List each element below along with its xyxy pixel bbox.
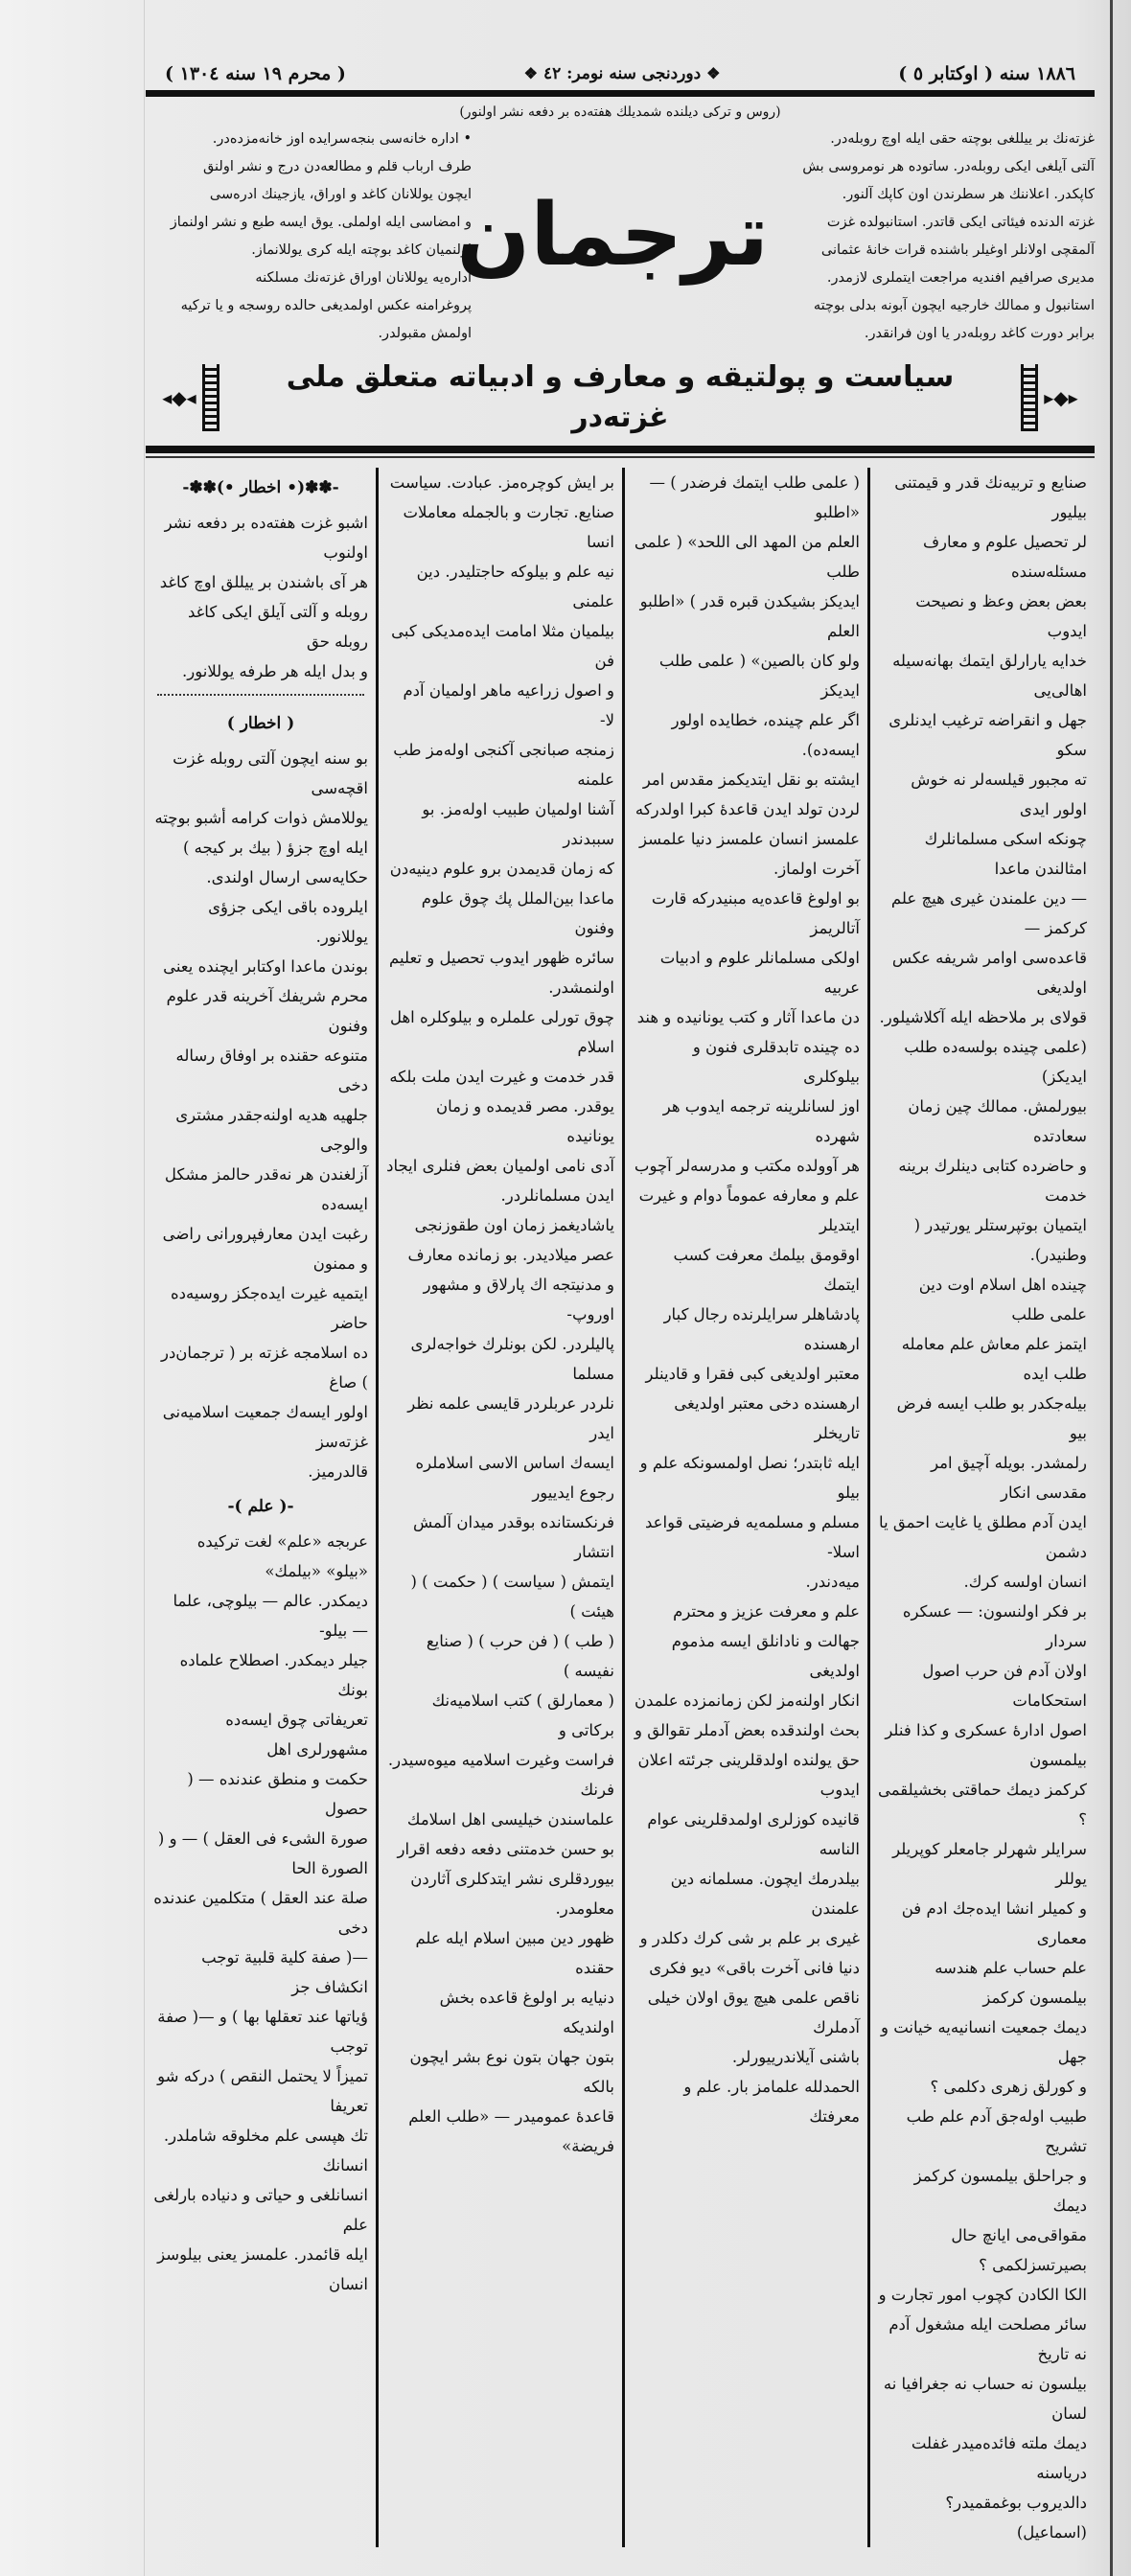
column-4 bbox=[867, 468, 1095, 2547]
text-line: اولنمشدر. bbox=[548, 978, 614, 997]
text-line: — دین علمندن غیری هیچ علم کرکمز — bbox=[890, 889, 1087, 937]
notice-line: مدیری صرافیم افندیه مراجعت ایتملری لازمدر. bbox=[826, 270, 1095, 286]
text-line: لر تحصیل علوم و معارف مسئله‌سنده bbox=[922, 533, 1087, 581]
text-line: اولور ایسه‌ك جمعیت اسلامیه‌نی غزته‌سز bbox=[162, 1403, 368, 1451]
text-line: و حاضرده کتابی دینلرك برینه خدمت bbox=[898, 1157, 1087, 1205]
text-line: دن ماعدا آثار و کتب یونانیده و هند bbox=[636, 1008, 860, 1026]
notice-line: غزته الدنده فیئاتی ایکی قاتدر. استانبولده غزت bbox=[826, 215, 1095, 230]
column-2 bbox=[376, 468, 622, 2547]
dateline bbox=[146, 63, 1095, 84]
text-line: قاعدهٔ عمومیدر — «طلب العلم فریضة» bbox=[408, 2107, 614, 2155]
text-line: و کورلق زهری دکلمی ؟ bbox=[930, 2078, 1087, 2096]
text-line: نلردر عربلردر قایسی علمه نظر ایدر bbox=[407, 1394, 614, 1442]
text-line: ایله قائمدر. علمسز یعنی بیلوسز انسان bbox=[157, 2245, 368, 2293]
text-line: معتبر اولدیغی کبی فقرا و قادینلر bbox=[645, 1365, 860, 1383]
notice-line: استانبول و ممالك خارجیه ایچون آبونه بدلی بوچته bbox=[813, 298, 1095, 313]
page-fold-line bbox=[144, 0, 145, 2576]
banner-ornament-left: ◂◆◂ bbox=[146, 359, 242, 436]
text-line: بو سنه ایچون آلتی روبله غزت اقچه‌سی bbox=[173, 749, 368, 797]
text-line: دیمك ملته فائده‌میدر غفلت دریاسنه bbox=[911, 2434, 1087, 2482]
text-line: و اصول زراعیه ماهر اولمیان آدم لا- bbox=[403, 681, 614, 729]
text-line: اگر علم چینده، خطایده اولور ایسه‌ده). bbox=[671, 711, 860, 759]
text-line: ایتمیه غیرت ایده‌جکز روسیه‌ده حاضر bbox=[171, 1284, 368, 1332]
section-heading: -( علم )- bbox=[227, 1497, 294, 1516]
text-line: جهالت و نادانلق ایسه مذموم اولدیغی bbox=[671, 1632, 860, 1680]
text-line: و بدل ایله هر طرفه یوللانور. bbox=[181, 662, 368, 680]
text-line: چونکه اسکی مسلمانلرك امثالندن ماعدا bbox=[924, 830, 1087, 878]
text-line: اولکی مسلمانلر علوم و ادبیات عربیه bbox=[659, 949, 860, 997]
issue-label: دوردنجی سنه نومر: ٤٢ bbox=[542, 64, 702, 83]
masthead-rule bbox=[146, 446, 1095, 453]
text-line: بیورلمش. ممالك چین زمان سعادتده bbox=[908, 1097, 1087, 1145]
text-line: ایتمش ( سیاست ) ( حکمت ) ( هیئت ) bbox=[410, 1573, 614, 1621]
text-line: سرایلر شهرلر جامعلر کوپریلر یوللر bbox=[892, 1840, 1087, 1888]
notice-line: آلتی آیلغی ایکی روبله‌در. ساتوده هر نومروسی بش bbox=[802, 159, 1095, 174]
text-line: قدر خدمت و غیرت ایدن ملت بلکه bbox=[389, 1068, 614, 1086]
text-line: دالدیروب بوغمقمیدر؟ (اسماعیل) bbox=[945, 2494, 1087, 2542]
subtitle: (روس و ترکی دیلنده شمدیلك هفته‌ده بر دفعه نشر اولنور) bbox=[459, 104, 781, 120]
text-line: طبیب اوله‌جق آدم علم طب تشریح bbox=[906, 2107, 1087, 2155]
text-line: ماعدا بین‌الملل پك چوق علوم وفنون bbox=[421, 889, 614, 937]
text-line: بوندن ماعدا اوکتابر ایچنده یعنی bbox=[163, 957, 368, 976]
slogan: سیاست و پولتیقه و معارف و ادبیاته متعلق ملی غزته‌در bbox=[286, 360, 955, 434]
text-line: بیوردقلری نشر ایتدکلری آثاردن bbox=[410, 1870, 614, 1888]
text-line: عصر میلادیدر. بو زمانده معارف bbox=[407, 1246, 614, 1264]
text-line: نیه علم و بیلوکه حاجتلیدر. دین علمنی bbox=[416, 563, 614, 610]
text-line: اوز لسانلرینه ترجمه ایدوب هر شهرده bbox=[662, 1097, 860, 1145]
text-line: ایدیکز بشیکدن قبره قدر ) «اطلبو العلم bbox=[639, 592, 860, 640]
notice-line: اولنمیان کاغد بوچته ایله کری یوللانماز. bbox=[251, 242, 472, 258]
text-line: دنیا فانی آخرت باقی» دیو فکری bbox=[649, 1959, 860, 1977]
text-line: آخرت اولماز. bbox=[773, 860, 860, 878]
text-line: اشبو غزت هفته‌ده بر دفعه نشر اولنوب bbox=[164, 514, 368, 562]
text-line: کرکمز دیمك حماقتی بخشیلقمی ؟ bbox=[877, 1781, 1087, 1828]
text-line: قولای بر ملاحظه ایله آکلاشیلور. bbox=[879, 1008, 1087, 1026]
text-line: ایله اوچ جزؤ ( بیك بر كیجه ) bbox=[182, 839, 368, 857]
text-line: صنایع. تجارت و بالجمله معاملات انسا bbox=[403, 503, 614, 551]
text-line: لردن تولد ایدن قاعدهٔ کبرا اولدرکه bbox=[635, 800, 860, 818]
text-line: مقواقی‌می ایانچ حال بصیرتسزلکمی ؟ bbox=[951, 2226, 1087, 2274]
text-line: ایشته بو نقل ایتدیکمز مقدس امر bbox=[642, 770, 860, 789]
notice-line: و امضاسی ایله اولملی. یوق ایسه طبع و نشر اولنماز bbox=[170, 215, 472, 230]
text-line: انسان اولسه کرك. bbox=[963, 1573, 1087, 1591]
notice-line: ایچون یوللانان کاغد و اوراق، یازجینك ادره‌سی bbox=[209, 187, 472, 202]
text-line: هر آی باشندن بر ییللق اوچ کاغد bbox=[159, 573, 368, 591]
text-line: تمیزاً لا یحتمل النقص ) درکه شو تعریفا bbox=[157, 2067, 368, 2115]
text-line: ایله ثابتدر؛ نصل اولمسونکه علم و بیلو bbox=[639, 1454, 860, 1502]
text-line: قاعده‌سی اوامر شریفه عکس اولدیغی bbox=[891, 949, 1087, 997]
text-line: معلومدر. bbox=[555, 1899, 614, 1918]
text-line: سائره ظهور ایدوب تحصیل و تعلیم bbox=[389, 949, 614, 967]
text-line: ایدن مسلمانلردر. bbox=[500, 1186, 614, 1205]
text-line: ده اسلامجه غزته بر ( ترجمان‌در ) صاغ bbox=[160, 1344, 368, 1392]
text-line: سائر مصلحت ایله مشغول آدم نه تاریخ bbox=[889, 2315, 1087, 2363]
newspaper-sheet bbox=[146, 0, 1095, 2576]
text-line: قانیده کوزلری اولمدقلرینی عوام الناسه bbox=[647, 1810, 860, 1858]
text-line: باشنی آیلاندرییورلر. bbox=[731, 2048, 860, 2066]
text-line: ناقص علمی هیچ یوق اولان خیلی آدملرك bbox=[647, 1989, 860, 2036]
text-line: عربجه «علم» لغت ترکیده «بیلو» «بیلمك» bbox=[196, 1532, 368, 1580]
column-1 bbox=[146, 468, 376, 2547]
text-line: بر فکر اولنسون: — عسکره سردار bbox=[902, 1602, 1087, 1650]
text-line: و جراحلق بیلمسون کرکمز دیمك bbox=[913, 2167, 1087, 2215]
header-rule bbox=[146, 90, 1095, 97]
gregorian-date: ١٨٨٦ سنه ( اوکتابر ٥ ) bbox=[898, 63, 1075, 84]
masthead-rule-thin bbox=[146, 456, 1095, 458]
text-line: تك هپسی علم مخلوقه شاملدر. انسانك bbox=[163, 2127, 368, 2174]
text-line: اوقومق بیلمك معرفت کسب ایتمك bbox=[673, 1246, 860, 1294]
issue-number bbox=[519, 64, 727, 83]
text-line: ایلروده باقی ایکی جزؤی یوللانور. bbox=[208, 898, 368, 946]
text-line: الکا الکادن کچوب امور تجارت و bbox=[878, 2286, 1087, 2304]
text-line: جهل و انقراضه ترغیب ایدنلری سکو bbox=[889, 711, 1087, 759]
section-heading: ( اخطار ) bbox=[226, 714, 295, 733]
masthead-row bbox=[146, 126, 1095, 348]
text-line: یوقدر. مصر قدیمده و زمان یونانیده bbox=[435, 1097, 614, 1145]
text-line: ایتمز علم معاش علم معامله طلب ایده bbox=[901, 1335, 1087, 1383]
text-line: آشنا اولمیان طبیب اوله‌مز. بو سببدندر bbox=[422, 800, 614, 848]
text-line: محرم شریفك آخرینه قدر علوم وفنون bbox=[166, 987, 368, 1035]
text-line: یاشادیغمز زمان اون طقوزنجی bbox=[414, 1216, 614, 1234]
text-line: چینده اهل اسلام اوت دین علمی طلب bbox=[918, 1276, 1087, 1323]
text-line: فرنکستانده بوقدر میدان آلمش انتشار bbox=[412, 1513, 614, 1561]
text-line: الحمدلله علمامز بار. علم و معرفتك bbox=[683, 2078, 860, 2126]
text-line: زمنجه صبانجی آکنجی اوله‌مز طب علمنه bbox=[393, 741, 614, 789]
text-line: بو اولوغ قاعده‌یه مبنیدرکه قارت آتالریمز bbox=[651, 889, 860, 937]
text-line: چوق تورلی علملره و بیلوکلره اهل اسلام bbox=[389, 1008, 614, 1056]
text-line: صنایع و تربیه‌نك قدر و قیمتنی بیلیور bbox=[894, 473, 1087, 521]
text-line: ( طب ) ( فن حرب ) ( صنایع نفیسه ) bbox=[426, 1632, 614, 1680]
administration-notice bbox=[146, 126, 472, 348]
text-line: بو حسن خدمتنی دفعه دفعه اقرار bbox=[397, 1840, 614, 1858]
section-heading: -✽✽(• اخطار •)✽✽- bbox=[182, 478, 339, 497]
notice-line: اداره‌یه یوللانان اوراق غزته‌نك مسلکنه bbox=[255, 270, 472, 286]
notice-line: غزته‌نك بر ییللغی بوچته حقی ایله اوچ روبله‌در. bbox=[830, 131, 1095, 147]
text-line: اصول ادارهٔ عسکری و کذا فنلر بیلمسون bbox=[885, 1721, 1087, 1769]
text-line: ( علمی طلب ایتمك فرضدر ) — «اطلبو bbox=[649, 473, 860, 521]
masthead-title: ترجمان bbox=[456, 185, 769, 286]
text-line: علم و معارفه عموماً دوام و غیرت ایتدیلر bbox=[638, 1186, 860, 1234]
text-line: علمسز انسان علمسز دنیا علمسز bbox=[639, 830, 860, 848]
notice-line: اولمش مقبولدر. bbox=[378, 326, 472, 341]
text-line: ارهسنده دخی معتبر اولدیغی تاریخلر bbox=[674, 1394, 860, 1442]
text-line: ظهور دین مبین اسلام ایله علم حقنده bbox=[415, 1929, 614, 1977]
text-line: ایسه‌ك اساس الاسی اسلاملره رجوع ایدییور bbox=[415, 1454, 614, 1502]
dotted-separator bbox=[157, 694, 364, 696]
notice-line: کاپکدر. اعلاننك هر سطرندن اون کاپك آلنور. bbox=[842, 187, 1095, 202]
text-line: بیلمیان مثلا امامت ایده‌مدیکی کبی فن bbox=[391, 622, 614, 670]
text-line: رلمشدر. بویله آچیق امر مقدسی انکار bbox=[931, 1454, 1087, 1502]
text-line: علماسندن خیلیسی اهل اسلامك bbox=[406, 1810, 614, 1828]
article-columns bbox=[146, 468, 1095, 2547]
text-line: و کمیلر انشا ایده‌جك ادم فن معماری bbox=[901, 1899, 1087, 1947]
text-line: حق یولنده اولدقلرینی جرئته اعلان ایدوب bbox=[637, 1751, 860, 1799]
text-line: رغبت ایدن معارفپرورانی راضی و ممنون bbox=[162, 1225, 368, 1273]
notice-line: آلمقچی اولانلر اوغیلر باشنده قرات خانهٔ عثمانی bbox=[820, 242, 1095, 258]
text-line: بتون جهان بتون نوع بشر ایچون بالکه bbox=[409, 2048, 614, 2096]
text-line: دنیایه بر اولوغ قاعده بخش اولندیکه bbox=[439, 1989, 614, 2036]
text-line: انکار اولنه‌مز لکن زمانمزده علمدن bbox=[635, 1691, 860, 1710]
text-line: علم و معرفت عزیز و محترم bbox=[673, 1602, 860, 1621]
notice-line: برابر دورت کاغد روبله‌در یا اون فرانقدر. bbox=[864, 326, 1095, 341]
text-line: میه‌دندر. bbox=[805, 1573, 860, 1591]
text-line: بیلدرمك ایچون. مسلمانه دین علمندن bbox=[670, 1870, 860, 1918]
text-line: تعریفاتی چوق ایسه‌ده مشهورلری اهل bbox=[225, 1711, 368, 1759]
text-line: خدایه یارارلق ایتمك بهانه‌سیله اهالی‌یی bbox=[892, 652, 1087, 700]
slogan-banner bbox=[146, 357, 1095, 438]
text-line: صلة عند العقل ) متکلمین عندنده دخی bbox=[153, 1889, 368, 1937]
text-line: اولان آدم فن حرب اصول استحکامات bbox=[922, 1662, 1087, 1710]
text-line: جیلر دیمکدر. اصطلاح علماده بونك bbox=[179, 1651, 368, 1699]
text-line: العلم من المهد الی اللحد» ( علمی طلب bbox=[634, 533, 860, 581]
text-line: —( صفة کلیة قلبیة توجب انکشاف جز bbox=[201, 1948, 368, 1996]
text-line: (علمی چینده بولسه‌ده طلب ایدیکز) bbox=[904, 1038, 1087, 1086]
text-line: ؤیاتها عند تعقلها بها ) و —( صفة توجب bbox=[157, 2008, 368, 2056]
text-line: آزلغندن هر نه‌قدر حالمز مشکل ایسه‌ده bbox=[164, 1165, 368, 1213]
text-line: ولو کان بالصین» ( علمی طلب ایدیکز bbox=[658, 652, 860, 700]
ornament-icon: ❖ bbox=[523, 64, 538, 82]
text-line: ایدن آدم مطلق یا غایت احمق یا دشمن bbox=[879, 1513, 1087, 1561]
text-line: بعض بعض وعظ و نصیحت ایدوب bbox=[915, 592, 1087, 640]
text-line: حکایه‌سی ارسال اولندی. bbox=[206, 868, 368, 886]
text-line: فراست وغیرت اسلامیه میوه‌سیدر. فرنك bbox=[387, 1751, 614, 1799]
text-line: جلهیه هدیه اولنه‌جقدر مشتری والوجی bbox=[175, 1106, 368, 1154]
text-line: بر ایش کوچره‌مز. عبادت. سیاست bbox=[389, 473, 614, 492]
text-line: که زمان قدیمدن برو علوم دینیه‌دن bbox=[389, 860, 614, 878]
column-3 bbox=[622, 468, 867, 2547]
text-line: هر آوولده مکتب و مدرسه‌لر آچوب bbox=[634, 1157, 860, 1175]
text-line: ده چینده تابدقلری فنون و بیلوکلری bbox=[692, 1038, 860, 1086]
text-line: آدی نامی اولمیان بعض فنلری ایجاد bbox=[386, 1157, 614, 1175]
text-line: بیله‌جکدر بو طلب ایسه فرض بیو bbox=[896, 1394, 1087, 1442]
text-line: مسلم و مسلمه‌یه فرضیتی قواعد اسلا- bbox=[644, 1513, 860, 1561]
subscription-notice bbox=[769, 126, 1095, 348]
text-line: یوللامش ذوات کرامه أشبو بوچته bbox=[154, 809, 368, 827]
page-edge bbox=[1110, 0, 1113, 2576]
text-line: بیلسون نه حساب نه جغرافیا نه لسان bbox=[883, 2375, 1087, 2423]
text-line: متنوعه حقنده بر اوفاق رساله دخی bbox=[175, 1046, 368, 1094]
text-line: بحث اولندقده بعض آدملر تقوالق و bbox=[635, 1721, 860, 1739]
ornament-icon: ❖ bbox=[706, 64, 721, 82]
text-line: علم حساب علم هندسه بیلمسون کرکمز bbox=[935, 1959, 1087, 2007]
text-line: ایتمیان بوتپرستلر یورتیدر ( وطنیدر). bbox=[913, 1216, 1087, 1264]
banner-ornament-right: ▸◆▸ bbox=[999, 359, 1095, 436]
text-line: غیری بر علم بر شی کرك دکلدر و bbox=[639, 1929, 860, 1947]
text-line: و مدنیتجه اك پارلاق و مشهور اوروپ- bbox=[423, 1276, 614, 1323]
text-line: پادشاهلر سرایلرنده رجال کبار ارهسنده bbox=[663, 1305, 860, 1353]
text-line: ( معمارلق ) کتب اسلامیه‌نك برکاتی و bbox=[431, 1691, 614, 1739]
text-line: دیمکدر. عالم — بیلوچی، علما — بیلو- bbox=[173, 1592, 368, 1640]
text-line: روبله و آلتی آیلق ایکی کاغد روبله حق bbox=[188, 603, 368, 651]
notice-line: پروغرامنه عکس اولمدیغی حالده روسجه و یا ترکیه bbox=[180, 298, 472, 313]
notice-line: • اداره خانه‌سی بنجه‌سرایده اوز خانه‌مزده‌در. bbox=[212, 131, 472, 147]
notice-line: طرف ارباب قلم و مطالعه‌دن درج و نشر اولنق bbox=[202, 159, 472, 174]
text-line: حکمت و منطق عندنده — ( حصول bbox=[187, 1770, 368, 1818]
text-line: ته مجبور قیلسه‌لر نه خوش اولور ایدی bbox=[911, 770, 1087, 818]
text-line: پالیلردر. لکن بونلرك خواجه‌لری مسلما bbox=[410, 1335, 614, 1383]
text-line: انسانلغی و حیاتی و دنیاده بارلغی علم bbox=[153, 2186, 368, 2234]
text-line: دیمك جمعیت انسانیه‌یه خیانت و جهل bbox=[881, 2018, 1087, 2066]
text-line: قالدرمیز. bbox=[308, 1462, 368, 1481]
text-line: صورة الشیء فی العقل ) — و ( الصورة الحا bbox=[157, 1829, 368, 1877]
hijri-date: ( محرم ١٩ سنه ١٣٠٤ ) bbox=[165, 63, 346, 84]
